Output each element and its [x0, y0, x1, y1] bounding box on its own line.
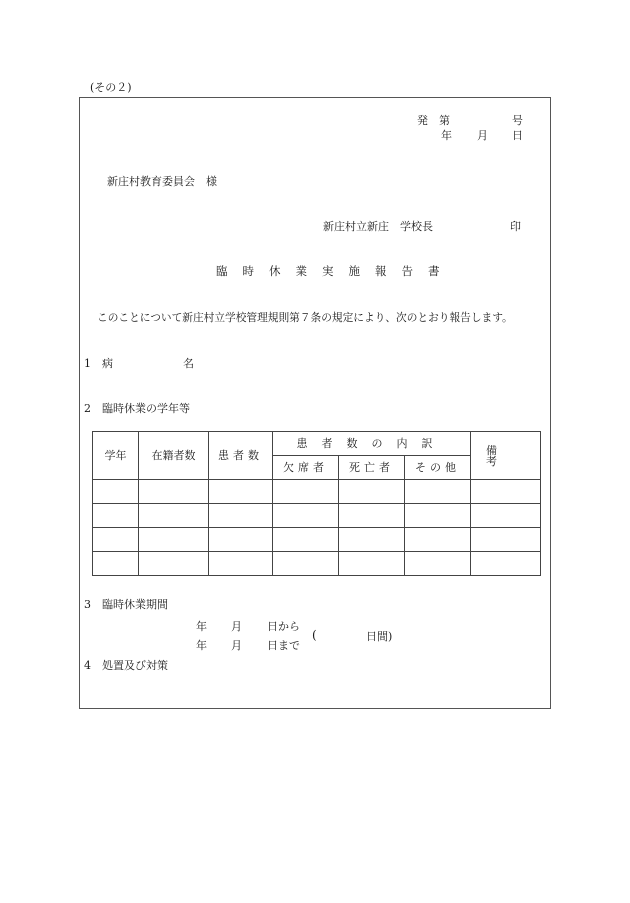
table-cell — [471, 504, 541, 528]
section-4-number: 4 — [84, 659, 91, 672]
date-year-label: 年 — [441, 129, 452, 142]
header-other: その他 — [405, 456, 471, 480]
sender: 新庄村立新庄 学校長 — [323, 220, 433, 233]
table-row — [93, 528, 541, 552]
body-text: このことについて新庄村立学校管理規則第７条の規定により、次のとおり報告します。 — [97, 311, 513, 324]
table-cell — [139, 528, 209, 552]
header-remarks: 備考 — [471, 432, 541, 480]
period-paren-open: ( — [312, 628, 317, 642]
table-cell — [405, 528, 471, 552]
period-end-year: 年 — [196, 639, 207, 652]
section-1-number: 1 — [84, 357, 91, 370]
period-days: 日間) — [366, 630, 393, 643]
section-1-label-b: 名 — [183, 357, 194, 370]
date-day-label: 日 — [512, 129, 523, 142]
table-cell — [93, 528, 139, 552]
table-row — [93, 504, 541, 528]
section-2-number: 2 — [84, 402, 91, 415]
header-enrolled: 在籍者数 — [139, 432, 209, 480]
table-cell — [209, 480, 273, 504]
table-cell — [471, 528, 541, 552]
form-number-note: (その２) — [90, 81, 132, 94]
section-1-label-a: 病 — [102, 357, 113, 370]
period-end-day: 日まで — [267, 639, 300, 652]
section-3-number: 3 — [84, 598, 91, 611]
header-patients: 患者数 — [209, 432, 273, 480]
header-absent: 欠席者 — [273, 456, 339, 480]
addressee: 新庄村教育委員会 様 — [107, 175, 217, 188]
table-cell — [209, 504, 273, 528]
table-cell — [405, 480, 471, 504]
table-cell — [273, 480, 339, 504]
table-cell — [139, 552, 209, 576]
table-cell — [209, 528, 273, 552]
issue-number-label: 発 第 — [417, 114, 450, 127]
header-breakdown: 患者数の内訳 — [273, 432, 471, 456]
table-cell — [139, 480, 209, 504]
table-cell — [339, 504, 405, 528]
section-4-label: 処置及び対策 — [102, 659, 168, 672]
table-cell — [273, 552, 339, 576]
document-title: 臨時休業実施報告書 — [216, 264, 455, 278]
table-row — [93, 552, 541, 576]
table-cell — [339, 552, 405, 576]
period-start-year: 年 — [196, 620, 207, 633]
header-grade: 学年 — [93, 432, 139, 480]
date-month-label: 月 — [477, 129, 488, 142]
table-cell — [273, 528, 339, 552]
table-cell — [273, 504, 339, 528]
table-cell — [405, 504, 471, 528]
table-cell — [139, 504, 209, 528]
table-cell — [93, 480, 139, 504]
table-cell — [93, 504, 139, 528]
table-row — [93, 480, 541, 504]
section-3-label: 臨時休業期間 — [102, 598, 168, 611]
table-cell — [339, 528, 405, 552]
table-header-row — [93, 432, 541, 456]
closure-table — [92, 431, 541, 576]
period-start-month: 月 — [231, 620, 242, 633]
table-cell — [93, 552, 139, 576]
table-cell — [339, 480, 405, 504]
seal-mark: 印 — [510, 220, 521, 233]
table-cell — [471, 552, 541, 576]
period-start-day: 日から — [267, 620, 300, 633]
table-cell — [405, 552, 471, 576]
section-2-label: 臨時休業の学年等 — [102, 402, 190, 415]
issue-number-suffix: 号 — [512, 114, 523, 127]
header-deceased: 死亡者 — [339, 456, 405, 480]
period-end-month: 月 — [231, 639, 242, 652]
table-cell — [471, 480, 541, 504]
table-cell — [209, 552, 273, 576]
